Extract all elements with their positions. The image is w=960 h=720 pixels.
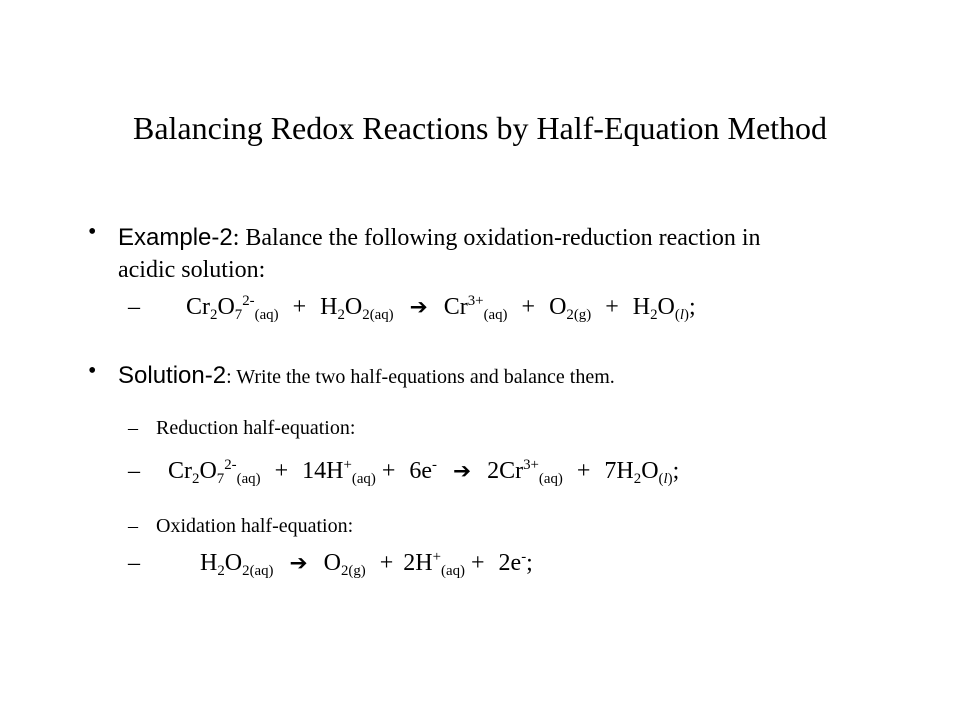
example-text: : Balance the following oxidation-reduction reaction in bbox=[232, 225, 761, 251]
eq-6e: 6e bbox=[409, 458, 433, 484]
eq-state: (g) bbox=[348, 563, 366, 580]
eq-charge: + bbox=[432, 548, 442, 565]
eq-paren: ) bbox=[667, 471, 673, 488]
eq-sub: 2 bbox=[217, 563, 225, 580]
eq-o: O bbox=[217, 294, 235, 320]
reduction-dash: – bbox=[128, 417, 138, 439]
eq-charge: 2- bbox=[224, 456, 237, 473]
eq-plus: + bbox=[576, 458, 591, 484]
eq-plus: + bbox=[274, 458, 289, 484]
eq-cr: Cr bbox=[186, 294, 210, 320]
eq-7h: 7H bbox=[604, 458, 634, 484]
slide-title: Balancing Redox Reactions by Half-Equation Method bbox=[132, 110, 828, 146]
eq-l: l bbox=[663, 471, 668, 488]
eq-state: (aq) bbox=[351, 471, 376, 488]
eq-cr: Cr bbox=[168, 458, 192, 484]
oxidation-dash: – bbox=[128, 515, 138, 537]
eq-sub: 2 bbox=[210, 307, 218, 324]
eq-sub: 2 bbox=[362, 307, 370, 324]
eq-l: l bbox=[679, 307, 684, 324]
eq-charge: + bbox=[343, 456, 352, 473]
eq-charge: - bbox=[521, 548, 527, 565]
reduction-equation bbox=[128, 458, 679, 488]
eq-h: H bbox=[200, 550, 218, 576]
eq-charge: 2- bbox=[242, 292, 255, 309]
reduction-eq-dash: – bbox=[128, 458, 140, 484]
bullet-dot-example: • bbox=[88, 219, 97, 245]
eq-o: O bbox=[657, 294, 675, 320]
example-line-2: acidic solution: bbox=[118, 257, 266, 283]
eq-state: (aq) bbox=[369, 307, 394, 324]
eq-sub: 7 bbox=[216, 471, 225, 488]
eq-o: O bbox=[549, 294, 567, 320]
eq-plus: + bbox=[292, 294, 307, 320]
eq-o: O bbox=[199, 458, 217, 484]
eq-state: (aq) bbox=[441, 563, 465, 580]
eq-2e: 2e bbox=[498, 550, 522, 576]
eq-o: O bbox=[344, 294, 363, 320]
eq-sub: 7 bbox=[234, 307, 243, 324]
eq-plus: + bbox=[521, 294, 536, 320]
eq-semicolon: ; bbox=[672, 458, 680, 484]
eq-state: (aq) bbox=[538, 471, 563, 488]
eq-o: O bbox=[224, 550, 243, 576]
eq-sub: 2 bbox=[633, 471, 642, 488]
example-equation bbox=[128, 294, 696, 324]
example-lead: Example-2 bbox=[118, 224, 233, 251]
eq-h: H bbox=[632, 294, 651, 320]
oxidation-label-row bbox=[128, 512, 353, 540]
reaction-arrow: ➔ bbox=[452, 459, 472, 484]
eq-charge: - bbox=[432, 456, 437, 473]
oxidation-eq-dash: – bbox=[128, 550, 140, 576]
eq-cr: Cr bbox=[443, 294, 468, 320]
eq-o: O bbox=[323, 550, 341, 576]
reduction-label: Reduction half-equation: bbox=[156, 417, 356, 439]
bullet-dot-solution: • bbox=[88, 358, 97, 384]
eq-paren: ( bbox=[674, 307, 680, 324]
solution-line bbox=[118, 360, 615, 393]
eq-state-liquid bbox=[675, 307, 689, 323]
eq-semicolon: ; bbox=[526, 550, 533, 576]
oxidation-equation bbox=[128, 550, 533, 580]
eq-plus: + bbox=[379, 550, 394, 576]
example-dash: – bbox=[128, 294, 140, 320]
eq-2h: 2H bbox=[403, 550, 433, 576]
solution-text: : Write the two half-equations and balance them. bbox=[226, 366, 615, 388]
eq-state: (aq) bbox=[249, 563, 274, 580]
eq-charge: 3+ bbox=[467, 292, 484, 309]
eq-paren: ( bbox=[658, 471, 664, 488]
eq-plus: + bbox=[470, 550, 485, 576]
eq-h: H bbox=[320, 294, 338, 320]
eq-state: (aq) bbox=[254, 307, 279, 324]
eq-sub: 2 bbox=[650, 307, 658, 324]
eq-sub: 2 bbox=[192, 471, 200, 488]
reaction-arrow: ➔ bbox=[409, 295, 428, 320]
eq-state-liquid bbox=[659, 471, 673, 487]
eq-14h: 14H bbox=[302, 458, 344, 484]
oxidation-label: Oxidation half-equation: bbox=[156, 515, 354, 537]
example-line-1 bbox=[118, 222, 761, 254]
eq-sub: 2 bbox=[337, 307, 345, 324]
eq-o: O bbox=[641, 458, 659, 484]
reaction-arrow: ➔ bbox=[289, 551, 308, 576]
eq-charge: 3+ bbox=[523, 456, 539, 473]
eq-sub: 2 bbox=[242, 563, 250, 580]
eq-semicolon: ; bbox=[688, 294, 696, 320]
eq-sub: 2 bbox=[566, 307, 574, 324]
eq-state: (aq) bbox=[236, 471, 261, 488]
eq-state: (g) bbox=[573, 307, 592, 324]
solution-lead: Solution-2 bbox=[118, 362, 227, 389]
eq-2cr: 2Cr bbox=[487, 458, 524, 484]
eq-sub: 2 bbox=[340, 563, 349, 580]
eq-plus: + bbox=[605, 294, 619, 320]
eq-paren: ) bbox=[683, 307, 689, 324]
reduction-label-row bbox=[128, 414, 355, 442]
eq-state: (aq) bbox=[483, 307, 508, 324]
eq-plus: + bbox=[381, 458, 396, 484]
